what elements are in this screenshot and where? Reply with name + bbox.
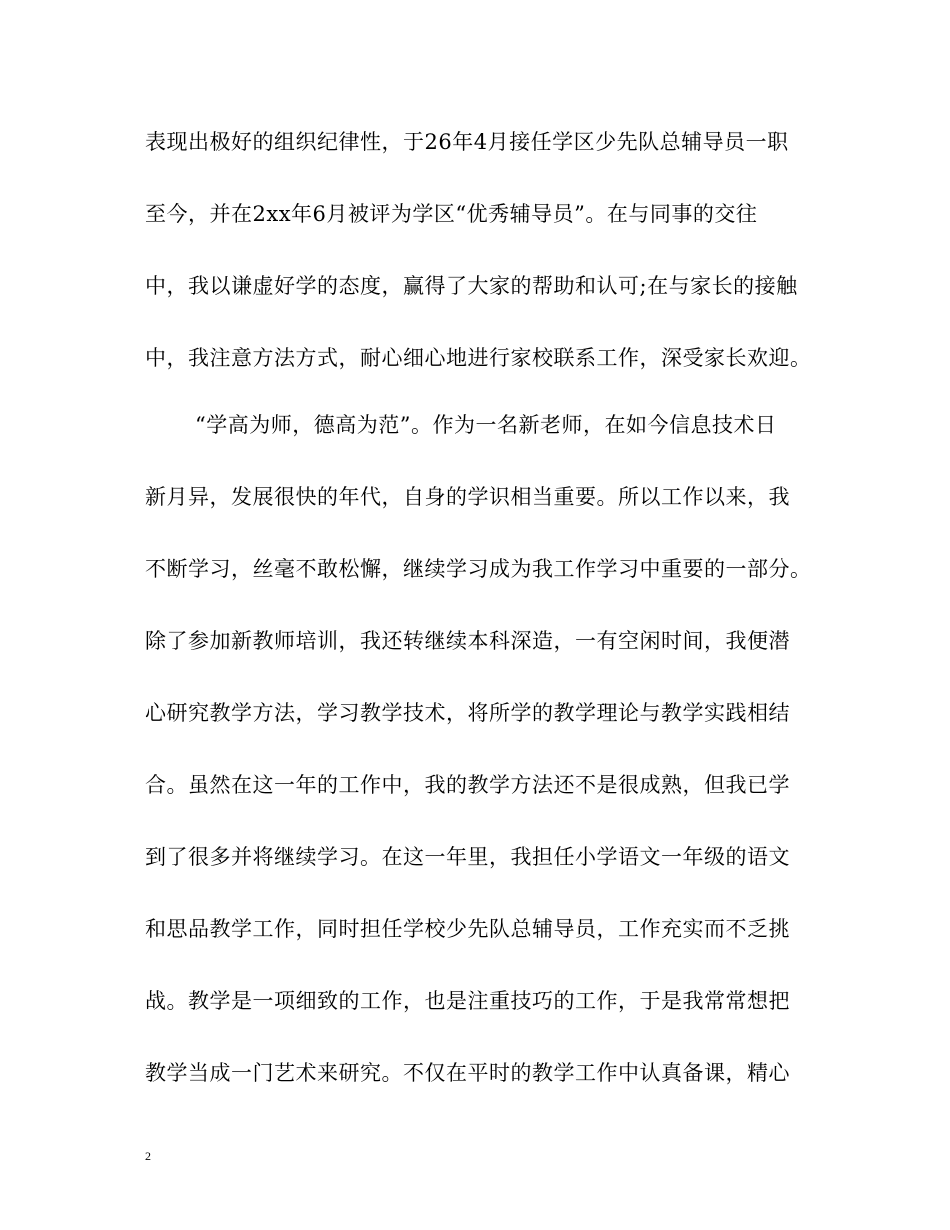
text-line: 表现出极好的组织纪律性，于26年4月接任学区少先队总辅导员一职 <box>145 130 789 154</box>
text-line: 至今，并在2xx年6月被评为学区“优秀辅导员”。在与同事的交往 <box>145 202 758 226</box>
text-line: 合。虽然在这一年的工作中，我的教学方法还不是很成熟，但我已学 <box>145 773 790 797</box>
text-line: 中，我注意方法方式，耐心细心地进行家校联系工作，深受家长欢迎。 <box>145 346 812 370</box>
page-number: 2 <box>145 1149 151 1163</box>
text-line: 教学当成一门艺术来研究。不仅在平时的教学工作中认真备课，精心 <box>145 1061 790 1085</box>
text-line: 新月异，发展很快的年代，自身的学识相当重要。所以工作以来，我 <box>145 485 790 509</box>
text-line: 和思品教学工作，同时担任学校少先队总辅导员，工作充实而不乏挑 <box>145 917 790 941</box>
text-line: 不断学习，丝毫不敢松懈，继续学习成为我工作学习中重要的一部分。 <box>145 557 812 581</box>
paragraph-first-line: “学高为师，德高为范”。作为一名新老师，在如今信息技术日 <box>195 413 777 437</box>
text-line: 除了参加新教师培训，我还转继续本科深造，一有空闲时间，我便潜 <box>145 629 790 653</box>
text-line: 战。教学是一项细致的工作，也是注重技巧的工作，于是我常常想把 <box>145 989 790 1013</box>
text-line: 中，我以谦虚好学的态度，赢得了大家的帮助和认可;在与家长的接触 <box>145 274 798 298</box>
text-line: 到了很多并将继续学习。在这一年里，我担任小学语文一年级的语文 <box>145 845 790 869</box>
text-line: 心研究教学方法，学习教学技术，将所学的教学理论与教学实践相结 <box>145 701 790 725</box>
